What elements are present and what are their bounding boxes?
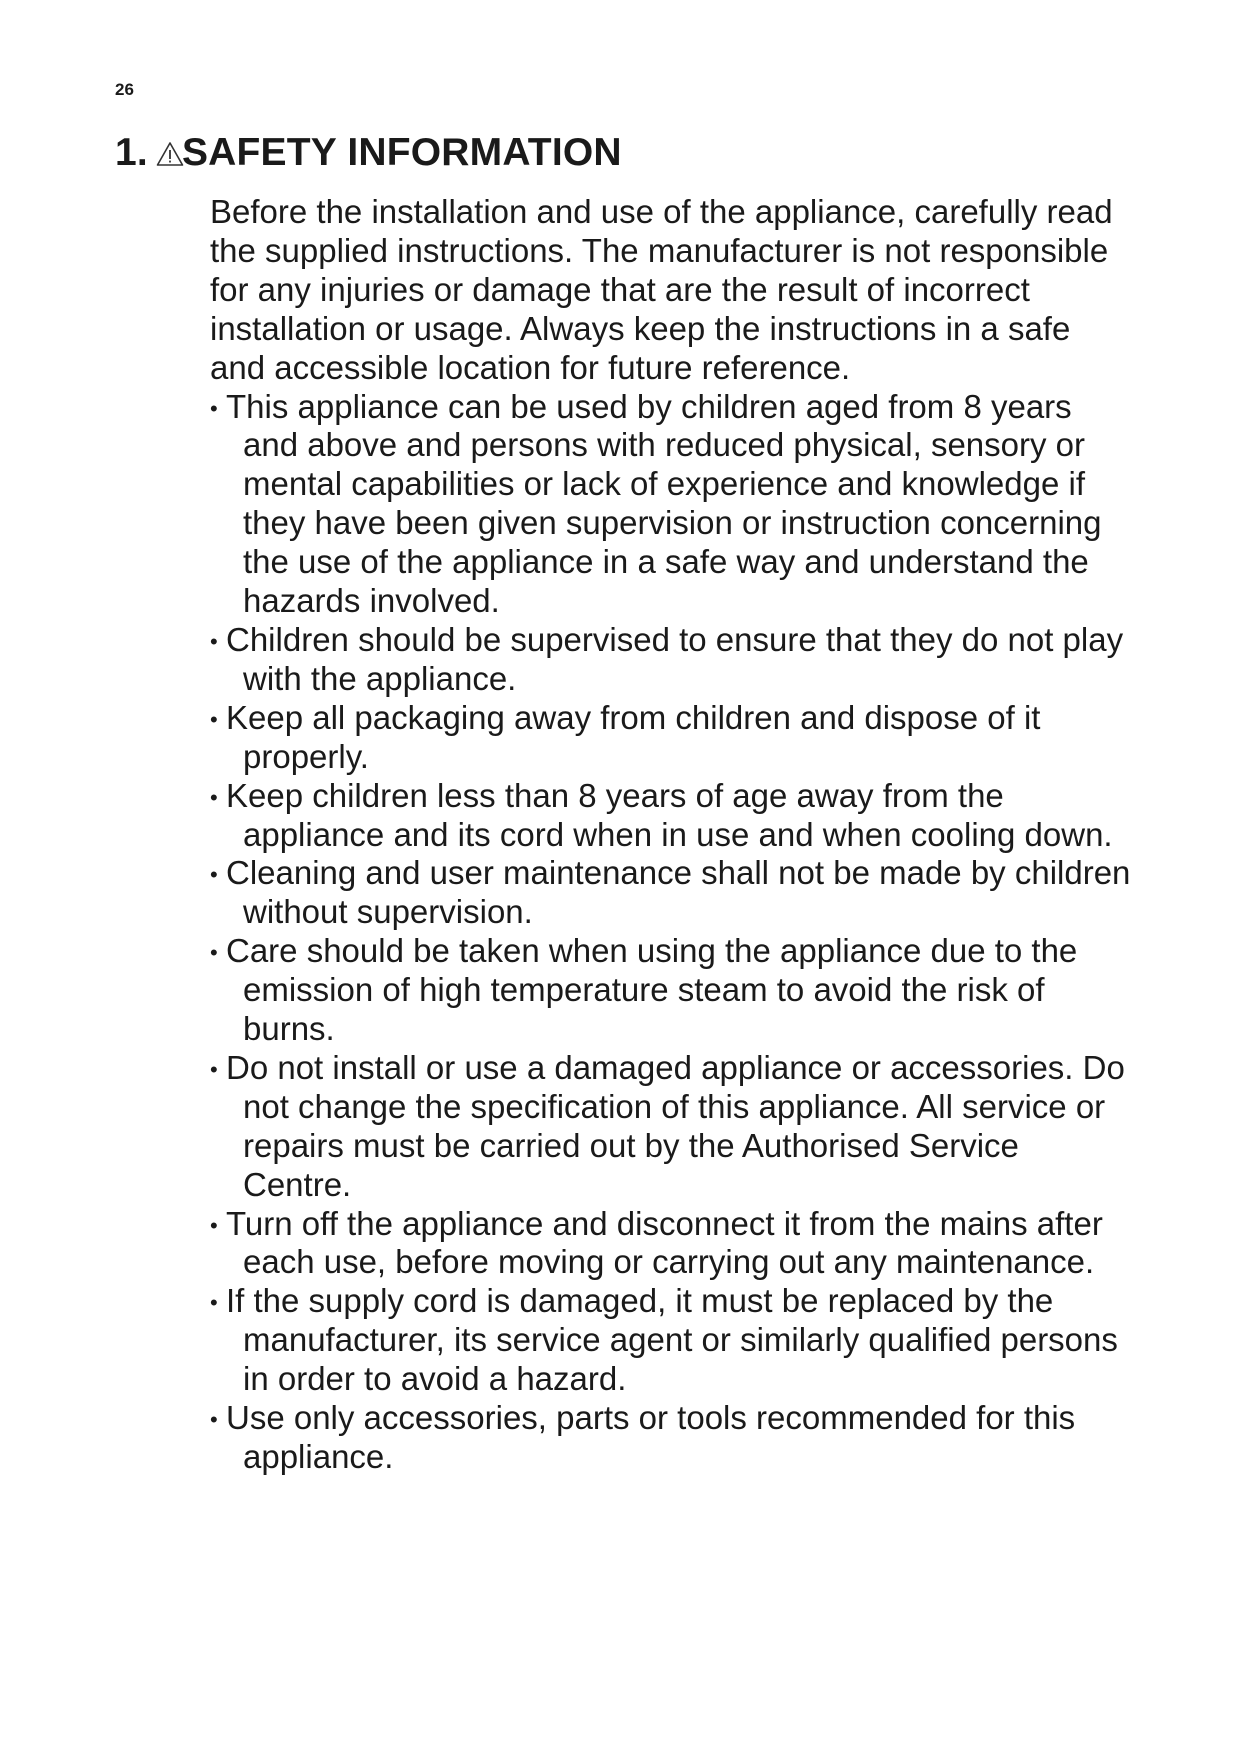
list-item-text: Use only accessories, parts or tools recommended for this appliance.: [226, 1399, 1076, 1475]
list-item-text: This appliance can be used by children aged from 8 years and above and persons with reduced physical, sensory or mental capabilities or lack of experience and knowledge if they have been given supervision or instruction concerning the use of the appliance in a safe way and understand the hazards involved.: [226, 387, 1102, 620]
list-item: [210, 777, 1133, 855]
list-item-text: Keep all packaging away from children and dispose of it properly.: [226, 698, 1041, 775]
section-number: 1.: [115, 131, 148, 174]
bullet-marker: •: [210, 862, 218, 888]
safety-bullet-list: [210, 388, 1140, 1477]
list-item: [210, 388, 1133, 621]
list-item-text: Children should be supervised to ensure that they do not play with the appliance.: [226, 620, 1124, 697]
list-item: [210, 1049, 1133, 1205]
section-title-text: SAFETY INFORMATION: [181, 131, 622, 174]
list-item-text: Turn off the appliance and disconnect it from the mains after each use, before moving or carrying out any maintenance.: [226, 1204, 1103, 1281]
list-item: [210, 854, 1133, 932]
list-item-text: Do not install or use a damaged appliance or accessories. Do not change the specification of this appliance. All service or repairs must be carried out by the Authorised Service Centre.: [226, 1048, 1125, 1203]
bullet-marker: •: [210, 1056, 218, 1082]
bullet-marker: •: [210, 1407, 218, 1433]
list-item: [210, 932, 1133, 1049]
page-number: 26: [115, 80, 134, 99]
list-item-text: Care should be taken when using the appliance due to the emission of high temperature steam to avoid the risk of burns.: [226, 932, 1078, 1048]
list-item-text: Keep children less than 8 years of age away from the appliance and its cord when in use and when cooling down.: [226, 776, 1113, 853]
bullet-marker: •: [210, 1212, 218, 1238]
list-item-text: Cleaning and user maintenance shall not be made by children without supervision.: [226, 854, 1131, 931]
bullet-marker: •: [210, 628, 218, 654]
list-item: [210, 1282, 1133, 1399]
warning-triangle-icon: [156, 132, 184, 158]
list-item-text: If the supply cord is damaged, it must be replaced by the manufacturer, its service agent or similarly qualified persons in order to avoid a hazard.: [226, 1282, 1118, 1398]
bullet-marker: •: [210, 1290, 218, 1316]
list-item: [210, 699, 1133, 777]
safety-content: [210, 193, 1140, 1477]
bullet-marker: •: [210, 940, 218, 966]
bullet-marker: •: [210, 784, 218, 810]
bullet-marker: •: [210, 706, 218, 732]
list-item: [210, 1399, 1133, 1477]
list-item: [210, 1205, 1133, 1283]
bullet-marker: •: [210, 395, 218, 421]
section-title: [115, 130, 622, 176]
list-item: [210, 621, 1133, 699]
intro-paragraph: Before the installation and use of the appliance, carefully read the supplied instructions. The manufacturer is not responsible for any injuries or damage that are the result of incorrect installation or usage. Always keep the instructions in a safe and accessible location for future reference.: [210, 193, 1113, 386]
